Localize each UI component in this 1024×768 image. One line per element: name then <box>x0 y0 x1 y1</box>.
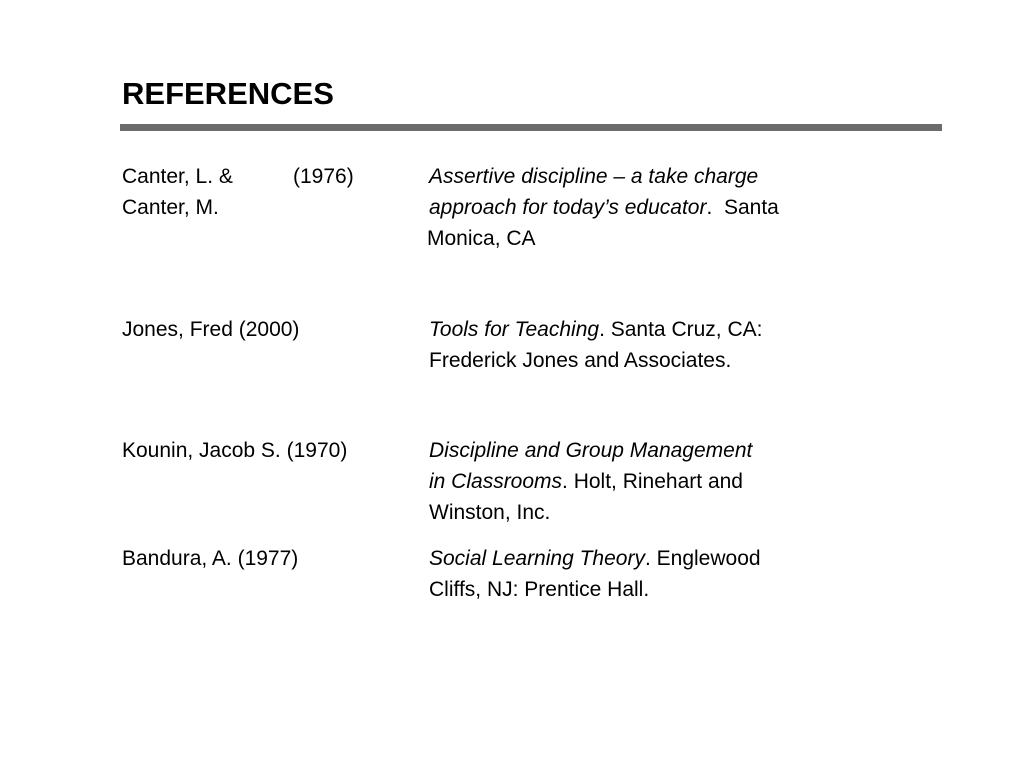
citation-line-1 <box>429 314 869 345</box>
reference-author: Kounin, Jacob S. (1970) <box>122 439 348 462</box>
reference-author: Bandura, A. (1977) <box>122 547 299 570</box>
reference-author <box>122 161 233 223</box>
author-line-2: Canter, M. <box>122 196 219 219</box>
citation-publisher: . Englewood <box>644 547 761 570</box>
reference-citation <box>429 314 869 376</box>
citation-publisher: . Holt, Rinehart and <box>562 470 743 493</box>
citation-title: Assertive discipline – a take charge <box>429 165 759 188</box>
citation-line-2: Cliffs, NJ: Prentice Hall. <box>429 578 650 601</box>
page-title: REFERENCES <box>122 76 334 111</box>
reference-author: Jones, Fred (2000) <box>122 318 300 341</box>
citation-publisher: . Santa Cruz, CA: <box>599 318 763 341</box>
citation-line-1 <box>429 161 869 192</box>
citation-title-continued: in Classrooms <box>429 470 563 493</box>
reference-citation <box>429 161 869 254</box>
reference-citation <box>429 543 869 605</box>
citation-line-1 <box>429 543 869 574</box>
citation-publisher: . Santa <box>706 196 779 219</box>
reference-citation <box>429 435 869 528</box>
citation-line-2 <box>429 466 869 497</box>
citation-title: Social Learning Theory <box>429 547 645 570</box>
title-divider <box>120 124 942 131</box>
author-line-1: Canter, L. & <box>122 165 233 188</box>
citation-line-2: Frederick Jones and Associates. <box>429 349 732 372</box>
citation-title: Discipline and Group Management <box>429 439 753 462</box>
reference-year: (1976) <box>293 165 354 188</box>
citation-title: Tools for Teaching <box>429 318 600 341</box>
citation-line-3: Monica, CA <box>427 227 536 250</box>
citation-line-2 <box>429 192 869 223</box>
citation-line-3: Winston, Inc. <box>429 501 551 524</box>
citation-title-continued: approach for today’s educator <box>429 196 707 219</box>
citation-line-1 <box>429 435 869 466</box>
